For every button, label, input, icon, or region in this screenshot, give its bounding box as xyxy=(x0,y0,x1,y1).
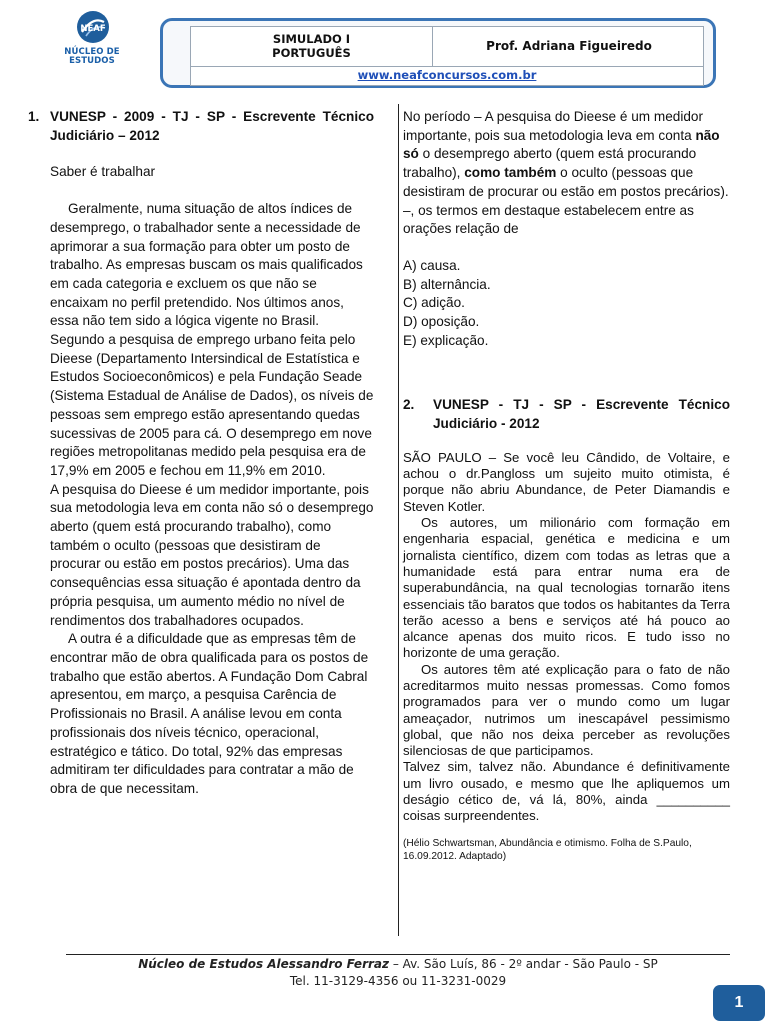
question-2-paragraph-2: Os autores, um milionário com formação em engenharia espacial, genética e medicina e um jornalista científico, dizem com todas as letras que a humanidade está para entrar numa era de superabundância, na qual tecnologias tornarão itens essenciais tão baratos que todos os habitantes da Terra terão acesso a bens e serviços até há pouco ao alcance apenas dos muito ricos. E tudo isso no horizonte de uma geração. xyxy=(403,515,730,661)
stem-part-c: o desemprego aberto (quem está procurando trabalho), xyxy=(403,146,697,181)
question-1-number: 1. xyxy=(28,109,40,124)
question-2-title: VUNESP - TJ - SP - Escrevente Técnico Judiciário - 2012 xyxy=(433,397,730,432)
logo-line-1: NÚCLEO DE xyxy=(64,47,120,57)
exam-title-line-1: SIMULADO I xyxy=(272,32,351,46)
exam-title xyxy=(191,27,433,66)
footer-org: Núcleo de Estudos Alessandro Ferraz xyxy=(138,957,389,971)
question-1-paragraph-2: A pesquisa do Dieese é um medidor importante, pois sua metodologia leva em conta não só o desemprego aberto (quem está procurando trabalho), como também o oculto (pessoas que desistiram de procurar ou estão em postos precários). Uma das consequências essa situação é apontada dentro da própria pesquisa, um aumento médio no nível de rendimentos dos trabalhadores ocupados. xyxy=(50,481,374,628)
footer-address xyxy=(66,956,730,972)
footer-divider xyxy=(66,954,730,955)
question-2-paragraph-3: Os autores têm até explicação para o fato de não acreditarmos muito nessas promessas. Como fomos programados para ver o mundo como um lugar ameaçador, nutrimos um inescapável pessimismo global, que não nos deixa perceber as revoluções silenciosas de que participamos. xyxy=(403,661,730,759)
option-e[interactable]: E) explicação. xyxy=(403,332,489,348)
left-column xyxy=(28,108,374,799)
stem-highlight-2: como também xyxy=(464,165,557,181)
header-table xyxy=(190,26,704,67)
logo-caption xyxy=(60,48,124,65)
question-1-stem xyxy=(403,108,730,239)
question-2-heading xyxy=(403,396,730,433)
footer-phone: Tel. 11-3129-4356 ou 11-3231-0029 xyxy=(289,974,507,988)
exam-title-line-2: PORTUGUÊS xyxy=(272,46,351,60)
logo-wordmark: NEAF xyxy=(80,24,106,34)
right-column xyxy=(403,108,730,863)
stem-highlight-1: não só xyxy=(403,127,720,162)
stem-part-d: o oculto (pessoas que desistiram de procurar ou estão em postos precários). –, os termos em destaque estabelecem entre as orações relação de xyxy=(403,165,729,237)
footer-street: – Av. São Luís, 86 - 2º andar - São Paulo - SP xyxy=(389,957,658,971)
question-1-heading xyxy=(28,108,374,145)
website-link[interactable]: www.neafconcursos.com.br xyxy=(190,67,704,86)
stem-part-a: No período – A pesquisa do Dieese é um medidor importante, pois sua metodologia leva em conta xyxy=(403,109,704,143)
option-a[interactable]: A) causa. xyxy=(403,257,461,273)
question-2-number: 2. xyxy=(403,397,415,413)
question-1-paragraph-3: A outra é a dificuldade que as empresas têm de encontrar mão de obra qualificada para os postos de trabalho que estão abertos. A Fundação Dom Cabral apresentou, em março, a pesquisa Carência de Profissionais no Brasil. A análise levou em conta profissionais dos níveis técnico, operacional, estratégico e tático. Do total, 92% das empresas admitiram ter dificuldades para contratar a mão de obra de que necessitam. xyxy=(50,631,369,796)
question-2-paragraph-1: SÃO PAULO – Se você leu Cândido, de Voltaire, e achou o dr.Pangloss um sujeito muito otimista, é porque não abriu Abundance, de Peter Diamandis e Steven Kotler. xyxy=(403,449,730,514)
teacher-name: Prof. Adriana Figueiredo xyxy=(486,39,652,53)
option-b[interactable]: B) alternância. xyxy=(403,276,491,292)
neaf-logo-icon xyxy=(76,10,110,44)
question-1-paragraph-1: Geralmente, numa situação de altos índices de desemprego, o trabalhador sente a necessidade de aprimorar a sua formação para obter um posto de trabalho. As empresas buscam os mais qualificados em cada categoria e excluem os que não se encaixam no perfil pretendido. Nos últimos anos, essa não tem sido a lógica vigente no Brasil. Segundo a pesquisa de emprego urbano feita pelo Dieese (Departamento Intersindical de Estatística e Estudos Socioeconômicos) e pela Fundação Seade (Sistema Estadual de Análise de Dados), os níveis de pessoas sem emprego estão apresentando quedas sucessivas de 2005 para cá. O desemprego em nove regiões metropolitanas medido pela pesquisa era de 17,9% em 2005 e fechou em 11,9% em 2010. xyxy=(50,201,374,478)
option-c[interactable]: C) adição. xyxy=(403,295,465,311)
page-number: 1 xyxy=(713,985,765,1021)
question-2-paragraph-4: Talvez sim, talvez não. Abundance é definitivamente um livro ousado, e mesmo que lhe apliquemos um deságio cético de, vá lá, 80%, ainda __________ coisas surpreendentes. xyxy=(403,759,730,824)
logo-line-2: ESTUDOS xyxy=(69,55,115,66)
text-title: Saber é trabalhar xyxy=(50,164,156,180)
neaf-logo xyxy=(60,10,124,76)
question-1-options xyxy=(403,257,730,351)
option-d[interactable]: D) oposição. xyxy=(403,314,480,330)
text-source: (Hélio Schwartsman, Abundância e otimismo. Folha de S.Paulo, 16.09.2012. Adaptado) xyxy=(403,837,692,862)
question-1-title: VUNESP - 2009 - TJ - SP - Escrevente Técnico Judiciário – 2012 xyxy=(50,109,374,143)
column-divider xyxy=(398,104,399,936)
